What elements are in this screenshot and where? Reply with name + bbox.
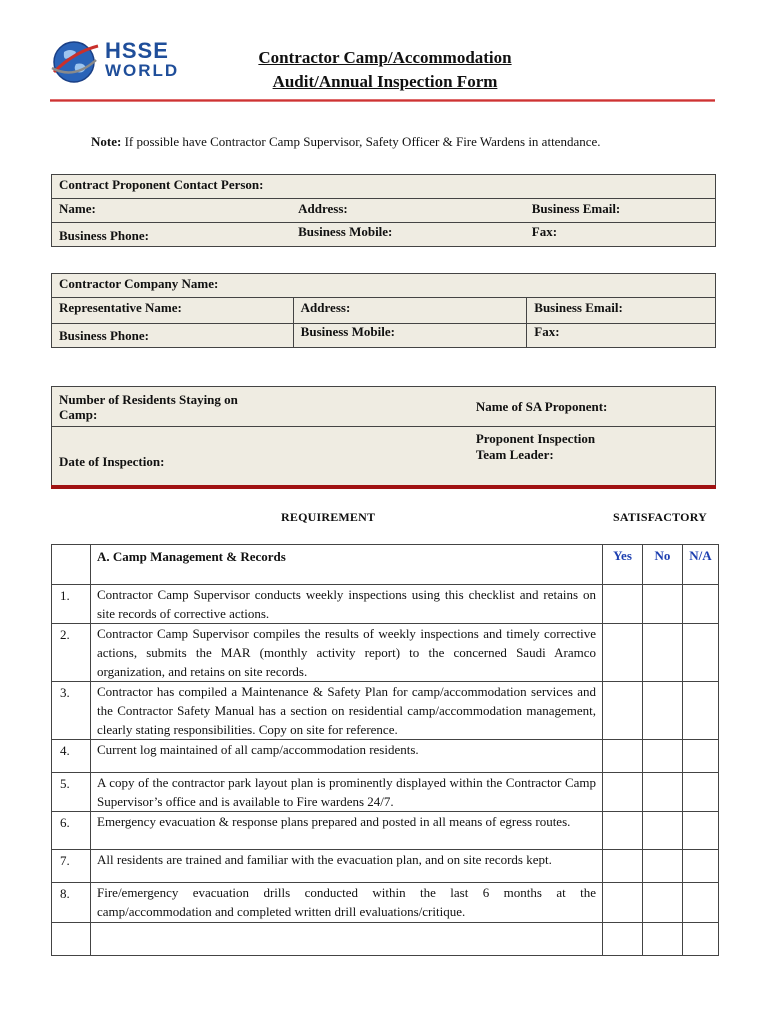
table-row (52, 883, 719, 923)
representative-name-field[interactable]: Representative Name: (52, 298, 294, 324)
section-title: A. Camp Management & Records (91, 545, 603, 585)
item-number: 2. (52, 624, 91, 682)
form-title (200, 46, 570, 94)
team-leader-field[interactable] (469, 427, 716, 487)
na-checkbox-cell[interactable] (683, 773, 719, 812)
camp-management-checklist (51, 544, 719, 956)
no-checkbox-cell[interactable] (643, 773, 683, 812)
na-checkbox-cell[interactable] (683, 883, 719, 923)
table-row (52, 624, 719, 682)
contractor-address-field[interactable]: Address: (293, 298, 527, 324)
proponent-contact-table (51, 174, 716, 247)
yes-checkbox-cell[interactable] (603, 812, 643, 850)
no-checkbox-cell[interactable] (643, 850, 683, 883)
item-requirement: Current log maintained of all camp/accommodation residents. (91, 740, 603, 773)
contractor-fax-field[interactable]: Fax: (527, 324, 716, 348)
table-row (52, 585, 719, 624)
table-row (52, 923, 719, 956)
na-checkbox-cell[interactable] (683, 923, 719, 956)
item-number: 1. (52, 585, 91, 624)
globe-icon (50, 38, 100, 86)
logo-line2: WORLD (105, 61, 180, 80)
yes-column-header: Yes (603, 545, 643, 585)
item-number: 6. (52, 812, 91, 850)
yes-checkbox-cell[interactable] (603, 740, 643, 773)
yes-checkbox-cell[interactable] (603, 682, 643, 740)
item-number: 4. (52, 740, 91, 773)
table-row (52, 740, 719, 773)
yes-checkbox-cell[interactable] (603, 624, 643, 682)
team-leader-label: Proponent Inspection Team Leader: (475, 431, 596, 462)
item-number: 8. (52, 883, 91, 923)
logo-wordmark (105, 40, 179, 79)
yes-checkbox-cell[interactable] (603, 850, 643, 883)
item-requirement: Emergency evacuation & response plans prepared and posted in all means of egress routes. (91, 812, 603, 850)
item-requirement: Contractor has compiled a Maintenance & Safety Plan for camp/accommodation services and the Contractor Safety Manual has a section on residential camp/accommodation management, clearly stating responsibilities. Copy on site for reference. (91, 682, 603, 740)
na-checkbox-cell[interactable] (683, 585, 719, 624)
no-checkbox-cell[interactable] (643, 883, 683, 923)
inspection-date-field[interactable]: Date of Inspection: (52, 427, 469, 487)
proponent-contact-heading: Contract Proponent Contact Person: (52, 175, 716, 199)
form-title-line2: Audit/Annual Inspection Form (272, 72, 498, 91)
yes-checkbox-cell[interactable] (603, 883, 643, 923)
na-checkbox-cell[interactable] (683, 812, 719, 850)
no-column-header: No (643, 545, 683, 585)
item-requirement: Contractor Camp Supervisor compiles the results of weekly inspections and timely corrective actions, submits the MAR (monthly activity report) to the concerned Saudi Aramco organization, and retains on site records. (91, 624, 603, 682)
logo-line1: HSSE (105, 38, 169, 63)
yes-checkbox-cell[interactable] (603, 923, 643, 956)
attendance-note (91, 134, 601, 150)
satisfactory-heading: SATISFACTORY (613, 510, 707, 524)
proponent-phone-field[interactable]: Business Phone: (52, 223, 292, 247)
item-number: 5. (52, 773, 91, 812)
item-requirement: Contractor Camp Supervisor conducts weekly inspections using this checklist and retains on site records of corrective actions. (91, 585, 603, 624)
na-checkbox-cell[interactable] (683, 850, 719, 883)
inspection-details-table (51, 386, 716, 489)
contractor-company-heading: Contractor Company Name: (52, 274, 716, 298)
contractor-phone-field[interactable]: Business Phone: (52, 324, 294, 348)
requirement-heading: REQUIREMENT (281, 510, 376, 524)
proponent-fax-field[interactable]: Fax: (525, 223, 716, 247)
proponent-mobile-field[interactable]: Business Mobile: (291, 223, 525, 247)
proponent-email-field[interactable]: Business Email: (525, 199, 716, 223)
na-checkbox-cell[interactable] (683, 682, 719, 740)
contractor-email-field[interactable]: Business Email: (527, 298, 716, 324)
hsse-world-logo (50, 38, 195, 88)
contractor-mobile-field[interactable]: Business Mobile: (293, 324, 527, 348)
item-requirement: Fire/emergency evacuation drills conducted within the last 6 months at the camp/accommodation and completed written drill evaluations/critique. (91, 883, 603, 923)
no-checkbox-cell[interactable] (643, 624, 683, 682)
table-row (52, 812, 719, 850)
item-requirement[interactable] (91, 923, 603, 956)
na-column-header: N/A (683, 545, 719, 585)
no-checkbox-cell[interactable] (643, 740, 683, 773)
table-row (52, 850, 719, 883)
proponent-address-field[interactable]: Address: (291, 199, 525, 223)
no-checkbox-cell[interactable] (643, 812, 683, 850)
residents-count-label: Number of Residents Staying on Camp: (59, 391, 238, 422)
item-number: 7. (52, 850, 91, 883)
sa-proponent-field[interactable]: Name of SA Proponent: (469, 387, 716, 427)
item-number (52, 923, 91, 956)
no-checkbox-cell[interactable] (643, 682, 683, 740)
contractor-company-table (51, 273, 716, 348)
na-checkbox-cell[interactable] (683, 624, 719, 682)
yes-checkbox-cell[interactable] (603, 773, 643, 812)
yes-checkbox-cell[interactable] (603, 585, 643, 624)
table-row (52, 773, 719, 812)
item-number: 3. (52, 682, 91, 740)
residents-count-field[interactable] (52, 387, 469, 427)
proponent-name-field[interactable]: Name: (52, 199, 292, 223)
no-checkbox-cell[interactable] (643, 585, 683, 624)
note-label: Note: (91, 134, 122, 149)
form-title-line1: Contractor Camp/Accommodation (258, 48, 512, 67)
na-checkbox-cell[interactable] (683, 740, 719, 773)
item-requirement: A copy of the contractor park layout plan is prominently displayed within the Contractor Camp Supervisor’s office and is available to Fire wardens 24/7. (91, 773, 603, 812)
section-number-cell (52, 545, 91, 585)
note-text: If possible have Contractor Camp Supervisor, Safety Officer & Fire Wardens in attendance. (121, 134, 601, 149)
header-divider (50, 99, 715, 102)
table-row (52, 682, 719, 740)
no-checkbox-cell[interactable] (643, 923, 683, 956)
item-requirement: All residents are trained and familiar with the evacuation plan, and on site records kept. (91, 850, 603, 883)
